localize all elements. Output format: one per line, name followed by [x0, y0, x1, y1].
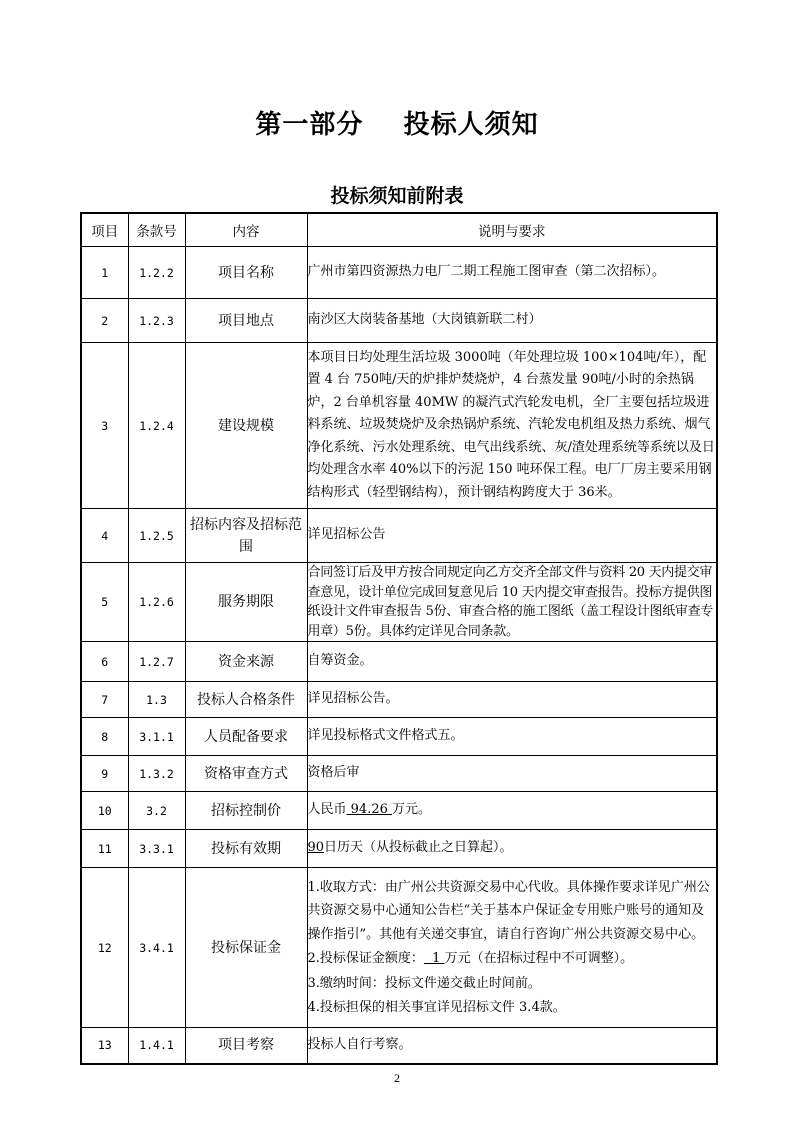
row-requirement: 资格后审 [307, 756, 717, 792]
row-requirement: 详见招标公告 [307, 509, 717, 563]
page-number: 2 [394, 1071, 400, 1085]
row-clause: 1.2.4 [128, 343, 185, 509]
row-no: 13 [81, 1028, 128, 1064]
row-item: 投标有效期 [185, 830, 307, 868]
row-no: 1 [81, 247, 128, 299]
table-row [81, 642, 717, 682]
page-title: 第一部分 投标人须知 [255, 110, 539, 140]
table-row [81, 299, 717, 343]
table-row [81, 509, 717, 563]
row-requirement [307, 868, 717, 1028]
row-clause: 3.4.1 [128, 868, 185, 1028]
bond-paragraph-1: 1.收取方式：由广州公共资源交易中心代收。具体操作要求详见广州公共资源交易中心通知公告栏“关于基本户保证金专用账户账号的通知及操作指引”。其他有关递交事宜，请自行咨询广州公共资源交易中心。 [307, 879, 710, 942]
row-no: 5 [81, 563, 128, 642]
row-no: 6 [81, 642, 128, 682]
table-row [81, 563, 717, 642]
row-clause: 3.3.1 [128, 830, 185, 868]
table-row [81, 682, 717, 718]
row-requirement [307, 792, 717, 830]
header-item: 内容 [185, 213, 307, 247]
table-row [81, 830, 717, 868]
row-requirement: 广州市第四资源热力电厂二期工程施工图审查（第二次招标）。 [307, 247, 717, 299]
row-no: 7 [81, 682, 128, 718]
table-row [81, 868, 717, 1028]
bond-amount-prefix: 2.投标保证金额度： [307, 951, 424, 966]
bond-paragraph-2 [308, 947, 717, 971]
row-requirement: 详见招标公告。 [307, 682, 717, 718]
bond-amount-suffix: 万元（在招标过程中不可调整）。 [444, 951, 634, 966]
row-item: 投标保证金 [185, 868, 307, 1028]
row-no: 4 [81, 509, 128, 563]
row-clause: 1.2.3 [128, 299, 185, 343]
row-requirement [307, 830, 717, 868]
row-clause: 1.3 [128, 682, 185, 718]
bond-paragraph-3: 3.缴纳时间：投标文件递交截止时间前。 [307, 975, 541, 991]
row-item: 资金来源 [185, 642, 307, 682]
table-title: 投标须知前附表 [330, 185, 464, 207]
row-item: 资格审查方式 [185, 756, 307, 792]
row-no: 2 [81, 299, 128, 343]
validity-days-suffix: 日历天（从投标截止之日算起）。 [324, 840, 513, 856]
row-clause: 3.2 [128, 792, 185, 830]
header-requirement: 说明与要求 [307, 213, 717, 247]
row-clause: 1.2.6 [128, 563, 185, 642]
row-item: 项目考察 [185, 1028, 307, 1064]
row-item: 建设规模 [185, 343, 307, 509]
header-no: 项目 [81, 213, 128, 247]
row-clause: 1.4.1 [128, 1028, 185, 1064]
row-item: 投标人合格条件 [185, 682, 307, 718]
table-row [81, 1028, 717, 1064]
row-no: 10 [81, 792, 128, 830]
row-item: 项目名称 [185, 247, 307, 299]
row-item: 招标内容及招标范围 [185, 509, 307, 563]
table-header-row [81, 213, 717, 247]
row-clause: 3.1.1 [128, 718, 185, 756]
row-item: 项目地点 [185, 299, 307, 343]
table-row [81, 756, 717, 792]
row-item: 招标控制价 [185, 792, 307, 830]
control-price-prefix: 人民币 [307, 802, 347, 818]
row-item: 人员配备要求 [185, 718, 307, 756]
row-requirement: 自筹资金。 [307, 642, 717, 682]
table-row [81, 343, 717, 509]
bond-paragraph-4: 4.投标担保的相关事宜详见招标文件 3.4款。 [307, 1000, 566, 1015]
row-no: 12 [81, 868, 128, 1028]
notice-table [80, 212, 718, 1065]
row-clause: 1.2.2 [128, 247, 185, 299]
row-clause: 1.2.7 [128, 642, 185, 682]
row-no: 8 [81, 718, 128, 756]
row-no: 3 [81, 343, 128, 509]
row-clause: 1.3.2 [128, 756, 185, 792]
row-requirement: 详见投标格式文件格式五。 [307, 718, 717, 756]
row-requirement: 投标人自行考察。 [307, 1028, 717, 1064]
control-price-value: 94.26 [346, 802, 392, 818]
control-price-suffix: 万元。 [392, 802, 432, 818]
row-item: 服务期限 [185, 563, 307, 642]
header-clause: 条款号 [128, 213, 185, 247]
bond-amount-value: 1 [423, 951, 445, 966]
table-row [81, 718, 717, 756]
row-no: 11 [81, 830, 128, 868]
row-requirement: 南沙区大岗装备基地（大岗镇新联二村） [307, 299, 717, 343]
row-requirement: 合同签订后及甲方按合同规定向乙方交齐全部文件与资料 20 天内提交审查意见，设计单位完成回复意见后 10 天内提交审查报告。投标方提供图纸设计文件审查报告 5份、审查合格的施工图纸（盖工程设计图纸审查专用章）5份。具体约定详见合同条款。 [307, 563, 717, 642]
validity-days-value: 90 [307, 840, 325, 856]
row-requirement: 本项目日均处理生活垃圾 3000吨（年处理垃圾 100×104吨/年），配置 4 台 750吨/天的炉排炉焚烧炉，4 台蒸发量 90吨/小时的余热锅炉，2 台单机容量 40MW 的凝汽式汽轮发电机，全厂主要包括垃圾进料系统、垃圾焚烧炉及余热锅炉系统、汽轮发电机组及热力系统、烟气净化系统、污水处理系统、电气出线系统、灰/渣处理系统等系统以及日均处理含水率 40%以下的污泥 150 吨环保工程。电厂厂房主要采用钢结构形式（轻型钢结构），预计钢结构跨度大于 36米。 [307, 343, 717, 509]
table-row [81, 792, 717, 830]
row-no: 9 [81, 756, 128, 792]
table-row [81, 247, 717, 299]
row-clause: 1.2.5 [128, 509, 185, 563]
